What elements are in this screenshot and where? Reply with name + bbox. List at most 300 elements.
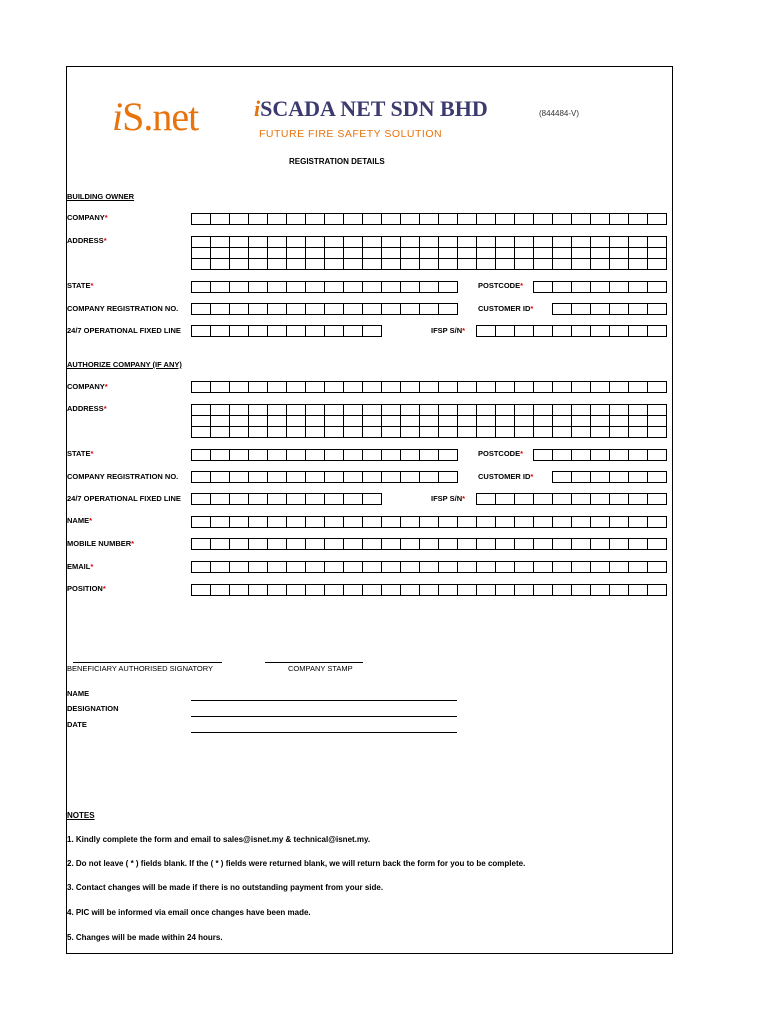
char-box[interactable]	[629, 427, 648, 438]
char-box[interactable]	[325, 517, 344, 528]
char-box[interactable]	[572, 326, 591, 337]
char-box[interactable]	[192, 282, 211, 293]
char-box[interactable]	[420, 237, 439, 248]
char-box[interactable]	[534, 416, 553, 427]
char-box[interactable]	[382, 282, 401, 293]
char-box[interactable]	[287, 585, 306, 596]
char-box[interactable]	[211, 326, 230, 337]
char-box[interactable]	[534, 562, 553, 573]
char-box[interactable]	[629, 259, 648, 270]
fixed-line-input[interactable]	[191, 493, 382, 505]
char-box[interactable]	[192, 416, 211, 427]
state-input[interactable]	[191, 281, 458, 293]
char-box[interactable]	[648, 416, 667, 427]
fixed-line-input[interactable]	[191, 325, 382, 337]
char-box[interactable]	[629, 304, 648, 315]
char-box[interactable]	[648, 237, 667, 248]
char-box[interactable]	[534, 405, 553, 416]
char-box[interactable]	[382, 382, 401, 393]
char-box[interactable]	[249, 416, 268, 427]
char-box[interactable]	[420, 259, 439, 270]
char-box[interactable]	[211, 237, 230, 248]
char-box[interactable]	[610, 237, 629, 248]
char-box[interactable]	[572, 416, 591, 427]
char-box[interactable]	[325, 562, 344, 573]
char-box[interactable]	[325, 416, 344, 427]
char-box[interactable]	[363, 450, 382, 461]
char-box[interactable]	[496, 539, 515, 550]
char-box[interactable]	[553, 562, 572, 573]
char-box[interactable]	[344, 304, 363, 315]
char-box[interactable]	[192, 450, 211, 461]
char-box[interactable]	[553, 405, 572, 416]
char-box[interactable]	[382, 517, 401, 528]
char-box[interactable]	[534, 214, 553, 225]
char-box[interactable]	[572, 562, 591, 573]
char-box[interactable]	[363, 237, 382, 248]
char-box[interactable]	[610, 214, 629, 225]
char-box[interactable]	[211, 405, 230, 416]
char-box[interactable]	[591, 214, 610, 225]
address-line[interactable]	[191, 259, 667, 270]
char-box[interactable]	[572, 539, 591, 550]
char-box[interactable]	[648, 326, 667, 337]
char-box[interactable]	[439, 237, 458, 248]
char-box[interactable]	[211, 416, 230, 427]
char-box[interactable]	[553, 259, 572, 270]
char-box[interactable]	[192, 472, 211, 483]
char-box[interactable]	[268, 494, 287, 505]
char-box[interactable]	[249, 405, 268, 416]
char-box[interactable]	[439, 562, 458, 573]
char-box[interactable]	[344, 326, 363, 337]
char-box[interactable]	[401, 248, 420, 259]
char-box[interactable]	[344, 237, 363, 248]
char-box[interactable]	[382, 259, 401, 270]
company-input[interactable]	[191, 213, 667, 225]
char-box[interactable]	[268, 562, 287, 573]
char-box[interactable]	[249, 248, 268, 259]
char-box[interactable]	[496, 494, 515, 505]
char-box[interactable]	[572, 259, 591, 270]
char-box[interactable]	[192, 326, 211, 337]
char-box[interactable]	[420, 427, 439, 438]
char-box[interactable]	[382, 450, 401, 461]
char-box[interactable]	[211, 248, 230, 259]
char-box[interactable]	[458, 405, 477, 416]
char-box[interactable]	[610, 427, 629, 438]
char-box[interactable]	[610, 382, 629, 393]
char-box[interactable]	[591, 472, 610, 483]
char-box[interactable]	[325, 450, 344, 461]
char-box[interactable]	[477, 517, 496, 528]
char-box[interactable]	[192, 562, 211, 573]
char-box[interactable]	[268, 214, 287, 225]
char-box[interactable]	[249, 494, 268, 505]
char-box[interactable]	[515, 382, 534, 393]
char-box[interactable]	[648, 304, 667, 315]
char-box[interactable]	[287, 248, 306, 259]
char-box[interactable]	[268, 304, 287, 315]
char-box[interactable]	[230, 562, 249, 573]
char-box[interactable]	[477, 214, 496, 225]
char-box[interactable]	[515, 539, 534, 550]
char-box[interactable]	[515, 237, 534, 248]
char-box[interactable]	[192, 539, 211, 550]
char-box[interactable]	[306, 282, 325, 293]
char-box[interactable]	[648, 248, 667, 259]
char-box[interactable]	[534, 427, 553, 438]
char-box[interactable]	[648, 539, 667, 550]
char-box[interactable]	[534, 237, 553, 248]
char-box[interactable]	[534, 539, 553, 550]
char-box[interactable]	[610, 304, 629, 315]
char-box[interactable]	[249, 282, 268, 293]
char-box[interactable]	[496, 405, 515, 416]
char-box[interactable]	[610, 585, 629, 596]
char-box[interactable]	[439, 382, 458, 393]
char-box[interactable]	[591, 282, 610, 293]
char-box[interactable]	[325, 282, 344, 293]
char-box[interactable]	[344, 562, 363, 573]
char-box[interactable]	[439, 517, 458, 528]
char-box[interactable]	[458, 248, 477, 259]
char-box[interactable]	[629, 494, 648, 505]
char-box[interactable]	[610, 517, 629, 528]
char-box[interactable]	[382, 237, 401, 248]
char-box[interactable]	[306, 214, 325, 225]
char-box[interactable]	[629, 562, 648, 573]
char-box[interactable]	[420, 382, 439, 393]
char-box[interactable]	[344, 382, 363, 393]
char-box[interactable]	[572, 517, 591, 528]
char-box[interactable]	[439, 248, 458, 259]
char-box[interactable]	[591, 427, 610, 438]
char-box[interactable]	[458, 416, 477, 427]
char-box[interactable]	[648, 494, 667, 505]
char-box[interactable]	[344, 517, 363, 528]
char-box[interactable]	[572, 427, 591, 438]
char-box[interactable]	[363, 517, 382, 528]
postcode-input[interactable]	[533, 449, 667, 461]
char-box[interactable]	[420, 450, 439, 461]
char-box[interactable]	[230, 585, 249, 596]
char-box[interactable]	[439, 539, 458, 550]
char-box[interactable]	[325, 585, 344, 596]
char-box[interactable]	[268, 259, 287, 270]
char-box[interactable]	[325, 214, 344, 225]
char-box[interactable]	[249, 304, 268, 315]
char-box[interactable]	[192, 237, 211, 248]
char-box[interactable]	[401, 282, 420, 293]
char-box[interactable]	[553, 214, 572, 225]
char-box[interactable]	[287, 326, 306, 337]
char-box[interactable]	[515, 427, 534, 438]
char-box[interactable]	[591, 237, 610, 248]
char-box[interactable]	[572, 472, 591, 483]
char-box[interactable]	[401, 539, 420, 550]
char-box[interactable]	[591, 405, 610, 416]
char-box[interactable]	[496, 585, 515, 596]
char-box[interactable]	[192, 517, 211, 528]
char-box[interactable]	[610, 472, 629, 483]
char-box[interactable]	[211, 282, 230, 293]
char-box[interactable]	[496, 326, 515, 337]
char-box[interactable]	[192, 259, 211, 270]
char-box[interactable]	[344, 416, 363, 427]
char-box[interactable]	[629, 416, 648, 427]
char-box[interactable]	[363, 416, 382, 427]
char-box[interactable]	[344, 282, 363, 293]
char-box[interactable]	[344, 494, 363, 505]
char-box[interactable]	[325, 237, 344, 248]
char-box[interactable]	[591, 562, 610, 573]
char-box[interactable]	[420, 405, 439, 416]
char-box[interactable]	[325, 248, 344, 259]
char-box[interactable]	[477, 237, 496, 248]
char-box[interactable]	[515, 494, 534, 505]
char-box[interactable]	[230, 326, 249, 337]
char-box[interactable]	[648, 472, 667, 483]
char-box[interactable]	[534, 585, 553, 596]
char-box[interactable]	[192, 214, 211, 225]
char-box[interactable]	[211, 494, 230, 505]
char-box[interactable]	[572, 237, 591, 248]
char-box[interactable]	[363, 427, 382, 438]
char-box[interactable]	[439, 405, 458, 416]
char-box[interactable]	[211, 214, 230, 225]
char-box[interactable]	[458, 585, 477, 596]
char-box[interactable]	[591, 517, 610, 528]
email-input[interactable]	[191, 561, 667, 573]
char-box[interactable]	[534, 494, 553, 505]
char-box[interactable]	[211, 304, 230, 315]
char-box[interactable]	[306, 237, 325, 248]
char-box[interactable]	[344, 427, 363, 438]
ifsp-input[interactable]	[476, 325, 667, 337]
char-box[interactable]	[287, 237, 306, 248]
char-box[interactable]	[553, 472, 572, 483]
char-box[interactable]	[287, 494, 306, 505]
char-box[interactable]	[363, 405, 382, 416]
char-box[interactable]	[515, 326, 534, 337]
char-box[interactable]	[420, 248, 439, 259]
char-box[interactable]	[268, 450, 287, 461]
char-box[interactable]	[496, 237, 515, 248]
char-box[interactable]	[572, 450, 591, 461]
char-box[interactable]	[382, 248, 401, 259]
address-input[interactable]	[191, 404, 667, 438]
postcode-input[interactable]	[533, 281, 667, 293]
char-box[interactable]	[268, 517, 287, 528]
char-box[interactable]	[363, 494, 382, 505]
char-box[interactable]	[306, 562, 325, 573]
char-box[interactable]	[325, 259, 344, 270]
char-box[interactable]	[629, 214, 648, 225]
char-box[interactable]	[401, 405, 420, 416]
char-box[interactable]	[401, 427, 420, 438]
char-box[interactable]	[553, 450, 572, 461]
char-box[interactable]	[268, 427, 287, 438]
char-box[interactable]	[325, 405, 344, 416]
char-box[interactable]	[439, 450, 458, 461]
char-box[interactable]	[553, 248, 572, 259]
address-line[interactable]	[191, 236, 667, 248]
char-box[interactable]	[344, 585, 363, 596]
char-box[interactable]	[610, 494, 629, 505]
char-box[interactable]	[230, 259, 249, 270]
char-box[interactable]	[515, 585, 534, 596]
address-line[interactable]	[191, 404, 667, 416]
char-box[interactable]	[591, 539, 610, 550]
char-box[interactable]	[325, 494, 344, 505]
char-box[interactable]	[572, 248, 591, 259]
char-box[interactable]	[610, 248, 629, 259]
char-box[interactable]	[287, 214, 306, 225]
char-box[interactable]	[420, 214, 439, 225]
char-box[interactable]	[268, 237, 287, 248]
char-box[interactable]	[458, 517, 477, 528]
char-box[interactable]	[534, 382, 553, 393]
char-box[interactable]	[458, 259, 477, 270]
char-box[interactable]	[401, 237, 420, 248]
char-box[interactable]	[249, 237, 268, 248]
char-box[interactable]	[382, 585, 401, 596]
char-box[interactable]	[553, 282, 572, 293]
char-box[interactable]	[591, 248, 610, 259]
char-box[interactable]	[439, 214, 458, 225]
char-box[interactable]	[306, 304, 325, 315]
char-box[interactable]	[648, 427, 667, 438]
char-box[interactable]	[591, 450, 610, 461]
char-box[interactable]	[439, 472, 458, 483]
char-box[interactable]	[477, 405, 496, 416]
char-box[interactable]	[496, 214, 515, 225]
char-box[interactable]	[401, 259, 420, 270]
char-box[interactable]	[572, 405, 591, 416]
char-box[interactable]	[420, 562, 439, 573]
char-box[interactable]	[306, 248, 325, 259]
char-box[interactable]	[648, 214, 667, 225]
char-box[interactable]	[306, 326, 325, 337]
char-box[interactable]	[382, 472, 401, 483]
char-box[interactable]	[401, 304, 420, 315]
char-box[interactable]	[382, 304, 401, 315]
char-box[interactable]	[230, 517, 249, 528]
char-box[interactable]	[610, 405, 629, 416]
char-box[interactable]	[287, 450, 306, 461]
char-box[interactable]	[230, 282, 249, 293]
signatory-line[interactable]	[73, 662, 222, 663]
char-box[interactable]	[439, 427, 458, 438]
char-box[interactable]	[458, 427, 477, 438]
char-box[interactable]	[439, 585, 458, 596]
char-box[interactable]	[287, 382, 306, 393]
char-box[interactable]	[230, 382, 249, 393]
char-box[interactable]	[401, 450, 420, 461]
char-box[interactable]	[439, 259, 458, 270]
char-box[interactable]	[344, 539, 363, 550]
char-box[interactable]	[629, 405, 648, 416]
char-box[interactable]	[211, 382, 230, 393]
char-box[interactable]	[211, 450, 230, 461]
char-box[interactable]	[268, 248, 287, 259]
char-box[interactable]	[211, 539, 230, 550]
char-box[interactable]	[344, 405, 363, 416]
char-box[interactable]	[230, 304, 249, 315]
char-box[interactable]	[344, 472, 363, 483]
address-line[interactable]	[191, 248, 667, 259]
char-box[interactable]	[610, 539, 629, 550]
char-box[interactable]	[363, 539, 382, 550]
char-box[interactable]	[306, 517, 325, 528]
char-box[interactable]	[477, 562, 496, 573]
char-box[interactable]	[572, 382, 591, 393]
ifsp-input[interactable]	[476, 493, 667, 505]
char-box[interactable]	[192, 405, 211, 416]
char-box[interactable]	[401, 472, 420, 483]
char-box[interactable]	[268, 416, 287, 427]
customer-id-input[interactable]	[552, 471, 667, 483]
char-box[interactable]	[477, 494, 496, 505]
char-box[interactable]	[306, 539, 325, 550]
char-box[interactable]	[496, 517, 515, 528]
char-box[interactable]	[249, 450, 268, 461]
char-box[interactable]	[401, 517, 420, 528]
char-box[interactable]	[477, 382, 496, 393]
position-input[interactable]	[191, 584, 667, 596]
char-box[interactable]	[211, 562, 230, 573]
char-box[interactable]	[496, 416, 515, 427]
char-box[interactable]	[268, 539, 287, 550]
char-box[interactable]	[268, 405, 287, 416]
char-box[interactable]	[249, 472, 268, 483]
char-box[interactable]	[287, 539, 306, 550]
char-box[interactable]	[287, 427, 306, 438]
char-box[interactable]	[553, 304, 572, 315]
char-box[interactable]	[591, 326, 610, 337]
char-box[interactable]	[534, 282, 553, 293]
char-box[interactable]	[591, 304, 610, 315]
char-box[interactable]	[192, 248, 211, 259]
char-box[interactable]	[648, 259, 667, 270]
char-box[interactable]	[553, 237, 572, 248]
char-box[interactable]	[306, 259, 325, 270]
char-box[interactable]	[211, 517, 230, 528]
char-box[interactable]	[325, 304, 344, 315]
char-box[interactable]	[629, 450, 648, 461]
char-box[interactable]	[420, 517, 439, 528]
char-box[interactable]	[572, 214, 591, 225]
char-box[interactable]	[249, 326, 268, 337]
char-box[interactable]	[382, 562, 401, 573]
customer-id-input[interactable]	[552, 303, 667, 315]
char-box[interactable]	[629, 472, 648, 483]
char-box[interactable]	[306, 450, 325, 461]
char-box[interactable]	[249, 585, 268, 596]
char-box[interactable]	[287, 472, 306, 483]
char-box[interactable]	[610, 282, 629, 293]
char-box[interactable]	[230, 405, 249, 416]
char-box[interactable]	[268, 282, 287, 293]
char-box[interactable]	[458, 539, 477, 550]
char-box[interactable]	[363, 248, 382, 259]
char-box[interactable]	[287, 304, 306, 315]
char-box[interactable]	[268, 326, 287, 337]
char-box[interactable]	[534, 326, 553, 337]
char-box[interactable]	[477, 326, 496, 337]
char-box[interactable]	[553, 539, 572, 550]
